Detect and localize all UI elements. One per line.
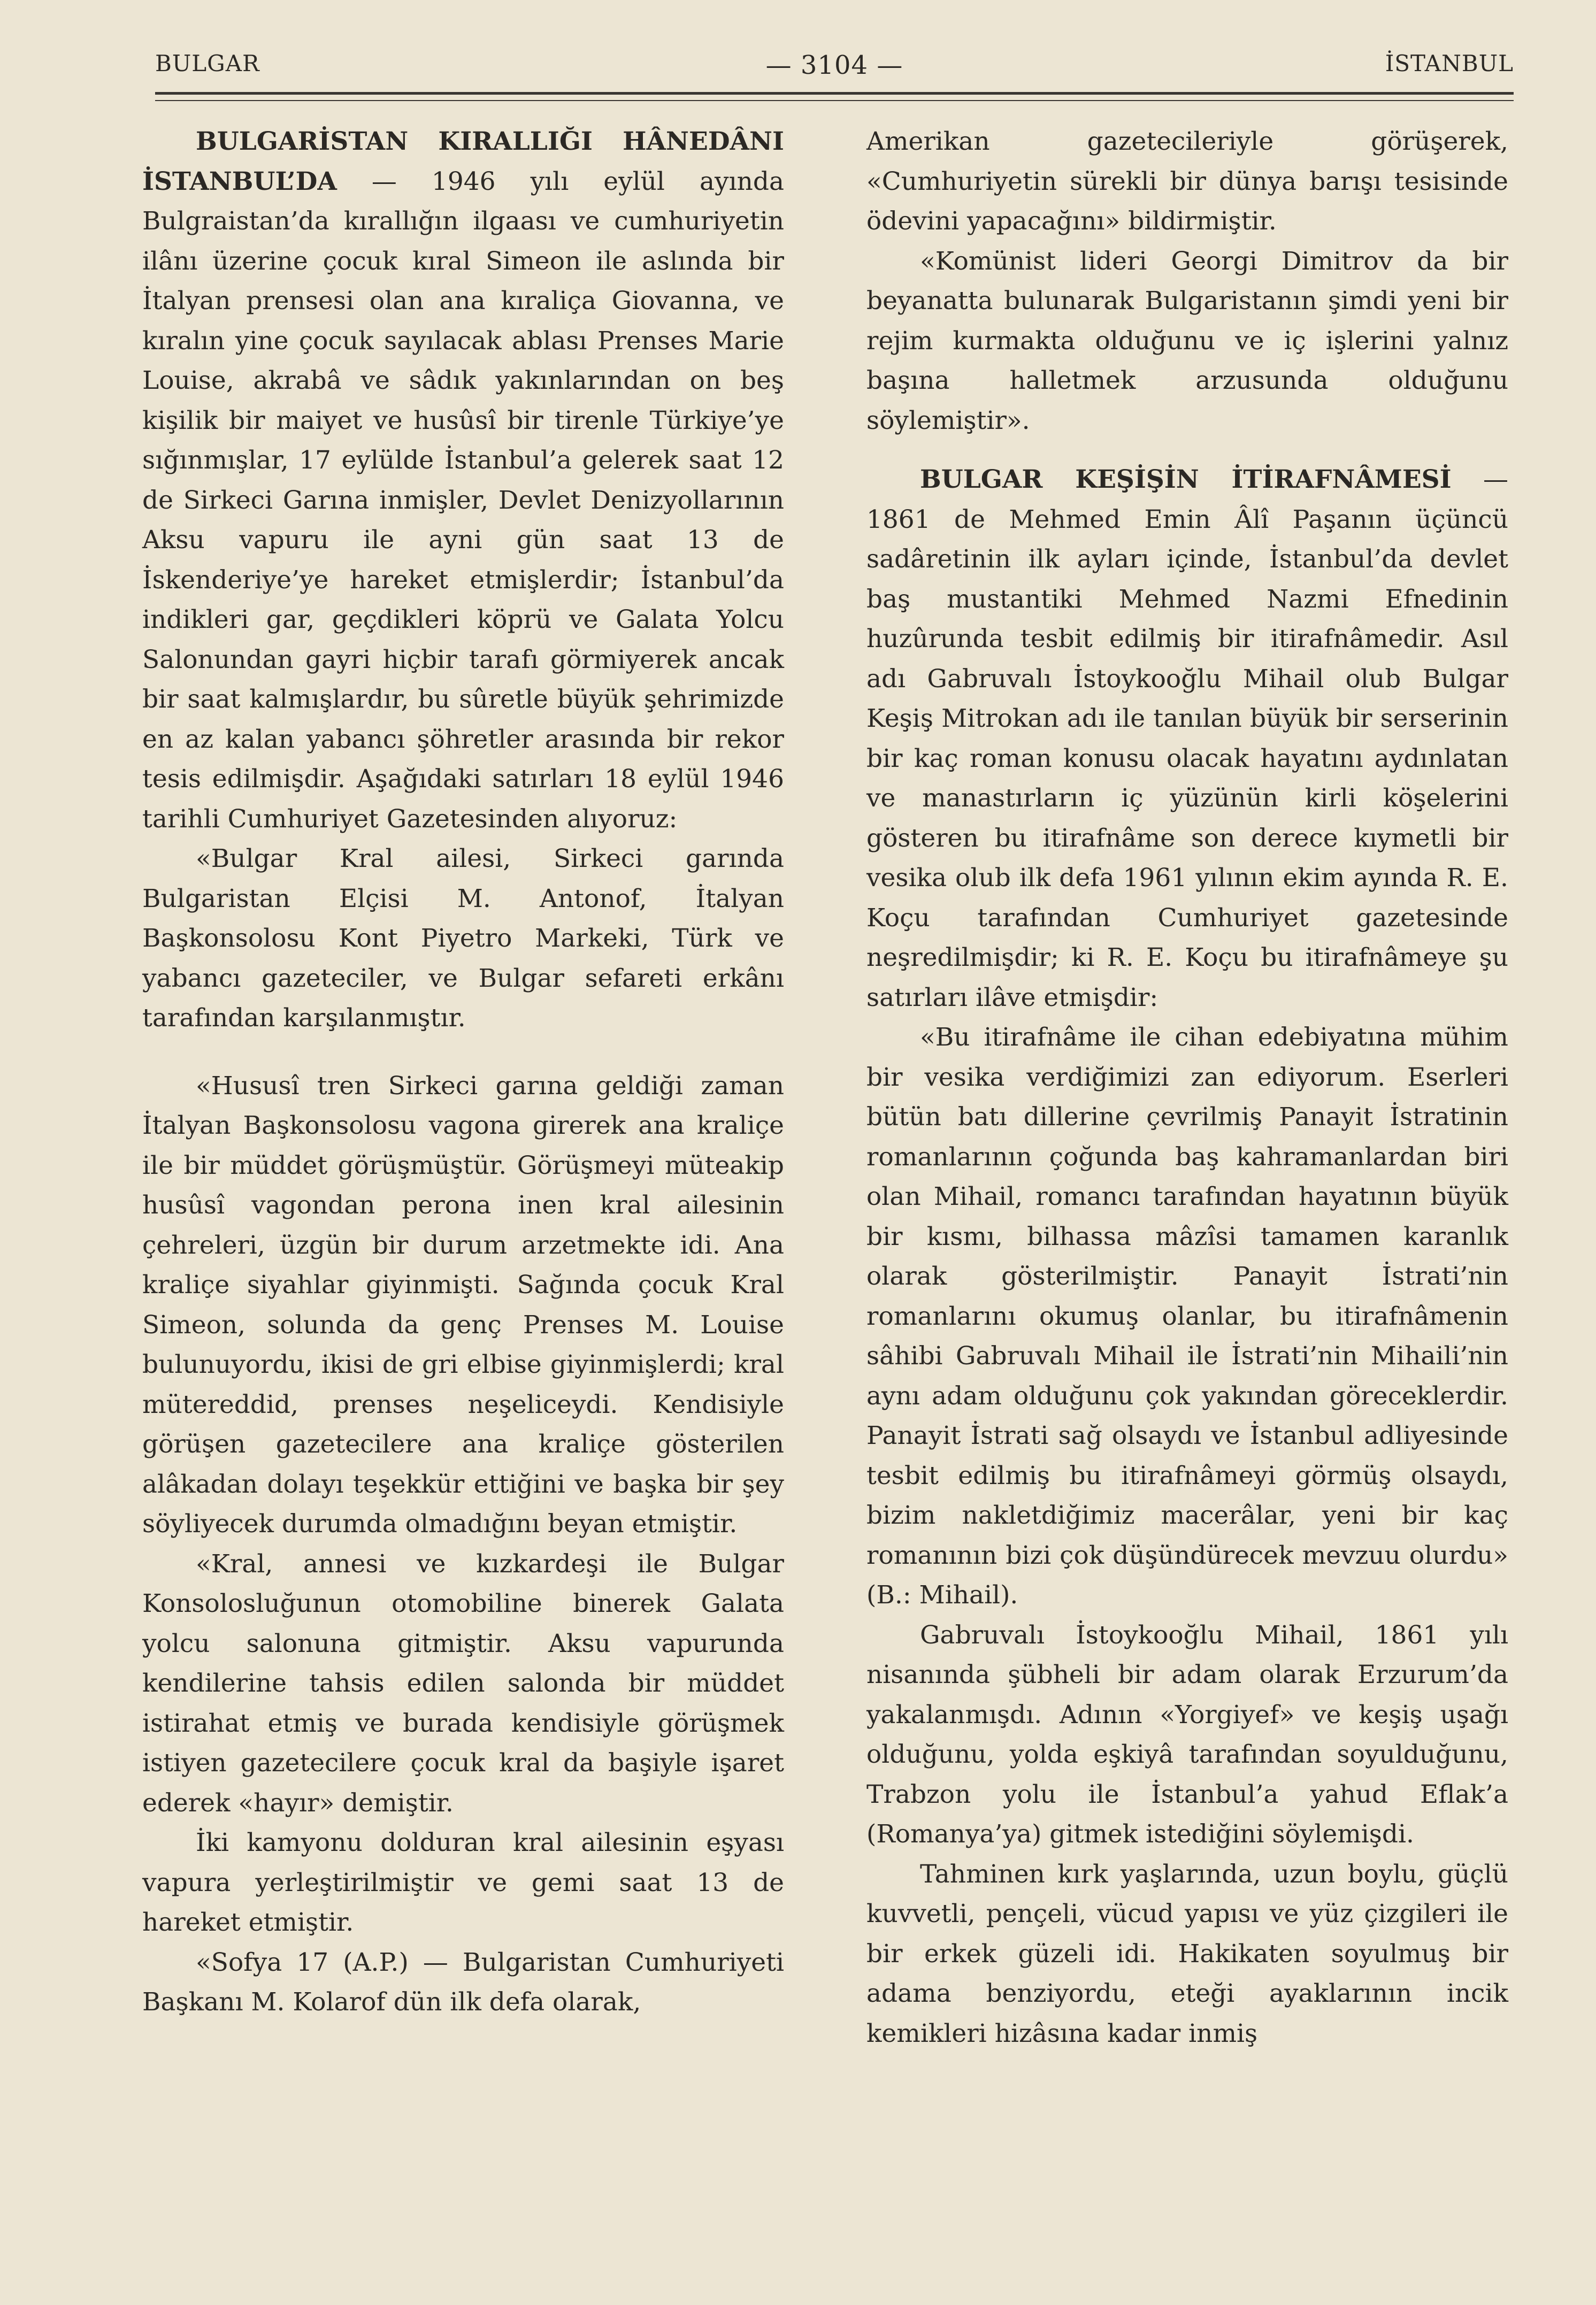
- paragraph: Tahminen kırk yaşlarında, uzun boylu, güçlü kuvvetli, pençeli, vücud yapısı ve yüz çizgileri ile bir erkek güzeli idi. Hakikaten soyulmuş bir adama benziyordu, eteği ayaklarının incik kemikleri hizâsına kadar inmiş: [866, 1859, 1508, 2048]
- entry-bulgar-royal-family: [142, 122, 784, 839]
- paragraph: Amerikan gazetecileriyle görüşerek, «Cumhuriyetin sürekli bir dünya barışı tesisinde ödevini yapacağını» bildirmiştir.: [866, 127, 1508, 236]
- paragraph: «Bulgar Kral ailesi, Sirkeci garında Bulgaristan Elçisi M. Antonof, İtalyan Başkonsolosu Kont Piyetro Markeki, Türk ve yabancı gazeteciler, ve Bulgar sefareti erkânı tarafından karşılanmıştır.: [142, 844, 784, 1033]
- header-section-title: BULGAR: [155, 50, 260, 76]
- paragraph: «Hususî tren Sirkeci garına geldiği zaman İtalyan Başkonsolosu vagona girerek ana kraliçe ile bir müddet görüşmüştür. Görüşmeyi müteakip husûsî vagondan perona inen kral ailesinin çehreleri, üzgün bir durum arzetmekte idi. Ana kraliçe siyahlar giyinmişti. Sağında çocuk Kral Simeon, solunda da genç Prenses M. Louise bulunuyordu, ikisi de gri elbise giyinmişlerdi; kral mütereddid, prenses neşeliceydi. Kendisiyle görüşen gazetecilere ana kraliçe gösterilen alâkadan dolayı teşekkür ettiğini ve başka bir şey söyliyecek durumda olmadığını beyan etmiştir.: [142, 1071, 784, 1539]
- entry-body: — 1946 yılı eylül ayında Bulgraistan’da kırallığın ilgaası ve cumhuriyetin ilânı üzerine çocuk kıral Simeon ile aslında bir İtalyan prensesi olan ana kıraliça Giovanna, ve kıralın yine çocuk sayılacak ablası Prenses Marie Louise, akrabâ ve sâdık yakınlarından on beş kişilik bir maiyet ve husûsî bir tirenle Türkiye’ye sığınmışlar, 17 eylülde İstanbul’a gelerek saat 12 de Sirkeci Garına inmişler, Devlet Denizyollarının Aksu vapuru ile ayni gün saat 13 de İskenderiye’ye hareket etmişlerdir; İstanbul’da indikleri gar, geçdikleri köprü ve Galata Yolcu Salonundan gayri hiçbir tarafı görmiyerek ancak bir saat kalmışlardır, bu sûretle büyük şehrimizde en az kalan yabancı şöhretler arasında bir rekor tesis edilmişdir. Aşağıdaki satırları 18 eylül 1946 tarihli Cumhuriyet Gazetesinden alıyoruz:: [142, 166, 784, 834]
- page-header: [155, 50, 1514, 93]
- paragraph: «Sofya 17 (A.P.) — Bulgaristan Cumhuriyeti Başkanı M. Kolarof dün ilk defa olarak,: [142, 1947, 784, 2017]
- page-number: — 3104 —: [765, 50, 903, 80]
- entry-body: — 1861 de Mehmed Emin Âlî Paşanın üçüncü sadâretinin ilk ayları içinde, İstanbul’da devlet baş mustantiki Mehmed Nazmi Efnedinin huzûrunda tesbit edilmiş bir itirafnâmedir. Asıl adı Gabruvalı İstoykooğlu Mihail olub Bulgar Keşiş Mitrokan adı ile tanılan büyük bir serserinin bir kaç roman konusu olacak hayatını aydınlatan ve manastırların iç yüzünün kirli köşelerini gösteren bu itirafnâme son derece kıymetli bir vesika olub ilk defa 1961 yılının ekim ayında R. E. Koçu tarafından Cumhuriyet gazetesinde neşredilmişdir; ki R. E. Koçu bu itirafnâmeye şu satırları ilâve etmişdir:: [866, 465, 1508, 1012]
- paragraph: «Bu itirafnâme ile cihan edebiyatına mühim bir vesika verdiğimizi zan ediyorum. Eserleri bütün batı dillerine çevrilmiş Panayit İstratinin romanlarının çoğunda baş kahramanlardan biri olan Mihail, romancı tarafından hayatının büyük bir kısmı, bilhassa mâzîsi tamamen karanlık olarak gösterilmiştir. Panayit İstrati’nin romanlarını okumuş olanlar, bu itirafnâmenin sâhibi Gabruvalı Mihail ile İstrati’nin Mihaili’nin aynı adam olduğunu çok yakından göreceklerdir. Panayit İstrati sağ olsaydı ve İstanbul adliyesinde tesbit edilmiş bu itirafnâmeyi görmüş olsaydı, bizim nakletdiğimiz macerâlar, yeni bir kaç romanının bizi çok düşündürecek mevzuu olurdu» (B.: Mihail).: [866, 1023, 1508, 1610]
- header-city-title: İSTANBUL: [1385, 50, 1514, 76]
- entry-bulgar-monk-confession: [866, 460, 1508, 1018]
- entry-heading: BULGAR KEŞİŞİN İTİRAFNÂMESİ: [920, 465, 1452, 494]
- left-column: [142, 122, 784, 2023]
- paragraph: «Komünist lideri Georgi Dimitrov da bir beyanatta bulunarak Bulgaristanın şimdi yeni bir rejim kurmakta olduğunu ve iç işlerini yalnız başına halletmek arzusunda olduğunu söylemiştir».: [866, 246, 1508, 435]
- header-rule: [155, 92, 1514, 101]
- right-column: [866, 122, 1508, 2054]
- paragraph: «Kral, annesi ve kızkardeşi ile Bulgar Konsolosluğunun otomobiline binerek Galata yolcu salonuna gitmiştir. Aksu vapurunda kendilerine tahsis edilen salonda bir müddet istirahat etmiş ve burada kendisiyle görüşmek istiyen gazetecilere çocuk kral da başiyle işaret ederek «hayır» demiştir.: [142, 1549, 784, 1818]
- paragraph: Gabruvalı İstoykooğlu Mihail, 1861 yılı nisanında şübheli bir adam olarak Erzurum’da yakalanmışdı. Adının «Yorgiyef» ve keşiş uşağı olduğunu, yolda eşkiyâ tarafından soyulduğunu, Trabzon yolu ile İstanbul’a yahud Eflak’a (Romanya’ya) gitmek istediğini söylemişdi.: [866, 1620, 1508, 1849]
- entry-heading: BULGARİSTAN KIRALLIĞI HÂNEDÂNI İSTANBUL’DA: [142, 127, 784, 196]
- paragraph: İki kamyonu dolduran kral ailesinin eşyası vapura yerleştirilmiştir ve gemi saat 13 de hareket etmiştir.: [142, 1828, 784, 1937]
